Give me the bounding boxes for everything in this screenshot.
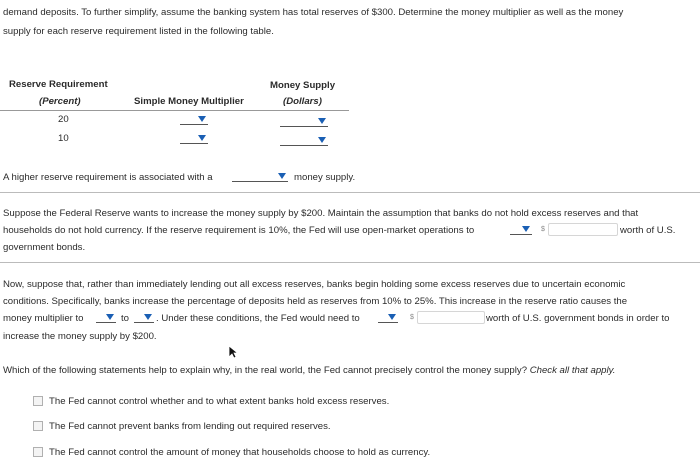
chevron-down-icon <box>318 137 326 143</box>
q3-line-3-d: worth of U.S. government bonds in order to <box>486 313 670 324</box>
chevron-down-icon <box>198 116 206 122</box>
chevron-down-icon <box>198 135 206 141</box>
open-market-action-dropdown-2[interactable] <box>378 311 398 323</box>
chevron-down-icon <box>106 314 114 320</box>
q3-line-1: Now, suppose that, rather than immediately lending out all excess reserves, banks begin holding some excess reserves due to uncertain economic <box>3 279 626 290</box>
q3-line-3-b: to <box>121 313 130 324</box>
header-money-supply: Money Supply <box>270 80 336 91</box>
intro-line-2: supply for each reserve requirement listed in the following table. <box>3 26 274 37</box>
q2-line-2-prefix: households do not hold currency. If the reserve requirement is 10%, the Fed will use open-market operations to <box>3 225 475 236</box>
q2-line-1: Suppose the Federal Reserve wants to increase the money supply by $200. Maintain the assumption that banks do not hold excess reserves and that <box>3 208 639 219</box>
option-label-2[interactable]: The Fed cannot prevent banks from lending out required reserves. <box>49 421 331 432</box>
q2-line-3: government bonds. <box>3 242 86 253</box>
option-label-3[interactable]: The Fed cannot control the amount of money that households choose to hold as currency. <box>49 447 431 458</box>
option-checkbox-1[interactable] <box>33 396 43 406</box>
bond-amount-input-2[interactable] <box>417 311 485 324</box>
q1-suffix: money supply. <box>294 172 356 183</box>
q3-line-3-c: . Under these conditions, the Fed would need to <box>156 313 360 324</box>
multiplier-dropdown-row-1[interactable] <box>180 113 208 125</box>
mouse-cursor-icon <box>228 345 238 359</box>
q3-line-3-a: money multiplier to <box>3 313 84 324</box>
q4-hint: Check all that apply. <box>529 365 616 376</box>
currency-symbol: $ <box>410 314 414 321</box>
multiplier-change-from-dropdown[interactable] <box>96 311 116 323</box>
bond-amount-input-1[interactable] <box>548 223 618 236</box>
chevron-down-icon <box>144 314 152 320</box>
header-simple-money-multiplier: Simple Money Multiplier <box>134 96 244 107</box>
multiplier-dropdown-row-2[interactable] <box>180 132 208 144</box>
q4-question: Which of the following statements help to explain why, in the real world, the Fed cannot precisely control the money supply? Check all that apply. <box>3 365 616 376</box>
q3-line-2: conditions. Specifically, banks increase the percentage of deposits held as reserves from 10% to 25%. This increase in the reserve ratio causes the <box>3 296 628 307</box>
chevron-down-icon <box>278 173 286 179</box>
q1-prefix: A higher reserve requirement is associated with a <box>3 172 213 183</box>
intro-line-1: demand deposits. To further simplify, assume the banking system has total reserves of $300. Determine the money multiplier as well as the money <box>3 7 624 18</box>
header-money-unit: (Dollars) <box>283 96 322 107</box>
table-row-reserve-10: 10 <box>58 133 69 144</box>
header-reserve-requirement: Reserve Requirement <box>9 79 108 90</box>
money-supply-dropdown-row-1[interactable] <box>280 115 328 127</box>
chevron-down-icon <box>318 118 326 124</box>
chevron-down-icon <box>522 226 530 232</box>
header-reserve-unit: (Percent) <box>39 96 81 107</box>
table-header-divider <box>0 110 349 111</box>
money-supply-dropdown-row-2[interactable] <box>280 134 328 146</box>
option-checkbox-2[interactable] <box>33 421 43 431</box>
multiplier-change-to-dropdown[interactable] <box>134 311 154 323</box>
q2-line-2-suffix: worth of U.S. <box>620 225 676 236</box>
option-checkbox-3[interactable] <box>33 447 43 457</box>
currency-symbol: $ <box>541 226 545 233</box>
option-label-1[interactable]: The Fed cannot control whether and to what extent banks hold excess reserves. <box>49 396 390 407</box>
section-divider <box>0 192 700 193</box>
open-market-action-dropdown[interactable] <box>510 223 532 235</box>
money-supply-direction-dropdown[interactable] <box>232 170 288 182</box>
chevron-down-icon <box>388 314 396 320</box>
table-row-reserve-20: 20 <box>58 114 69 125</box>
section-divider <box>0 262 700 263</box>
q3-line-4: increase the money supply by $200. <box>3 331 157 342</box>
